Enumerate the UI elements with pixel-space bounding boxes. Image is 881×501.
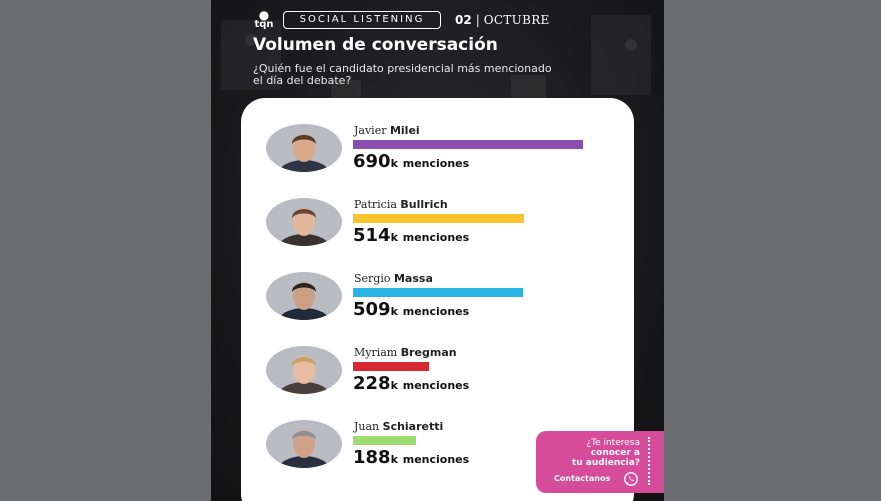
candidate-first-name: Patricia (354, 198, 401, 211)
candidate-name (354, 420, 443, 434)
candidate-last-name: Milei (389, 124, 420, 137)
cta-line-3: tu audiencia? (571, 458, 640, 468)
date-month: OCTUBRE (483, 13, 550, 27)
candidate-avatar (266, 124, 342, 172)
cta-dotted-divider (648, 437, 650, 485)
value-label (353, 225, 469, 247)
candidate-name (354, 272, 433, 286)
candidate-avatar (266, 346, 342, 394)
value-unit-label: menciones (398, 231, 470, 244)
value-unit-label: menciones (398, 453, 470, 466)
value-unit-label: menciones (398, 379, 470, 392)
value-unit-suffix: k (390, 231, 398, 244)
section-pill: SOCIAL LISTENING (283, 11, 441, 29)
candidate-first-name: Juan (354, 420, 383, 433)
value-unit-suffix: k (390, 305, 398, 318)
cta-line-2: conocer a (590, 448, 640, 458)
value-label (353, 299, 469, 321)
candidate-last-name: Massa (393, 272, 433, 285)
value-label (353, 447, 469, 469)
value-unit-suffix: k (390, 379, 398, 392)
date-day: 02 (455, 13, 472, 27)
page-subtitle: ¿Quién fue el candidato presidencial más mencionado el día del debate? (253, 62, 552, 87)
value-bar (353, 362, 429, 371)
value-unit-label: menciones (398, 305, 470, 318)
candidate-avatar (266, 198, 342, 246)
candidate-first-name: Javier (354, 124, 390, 137)
candidate-row (241, 272, 634, 332)
candidate-avatar (266, 272, 342, 320)
value-unit-suffix: k (390, 157, 398, 170)
value-label (353, 373, 469, 395)
candidate-first-name: Myriam (354, 346, 401, 359)
value-number: 514 (353, 225, 391, 246)
value-number: 188 (353, 447, 391, 468)
value-bar (353, 214, 524, 223)
date: 02 | OCTUBRE (455, 13, 550, 27)
candidate-last-name: Bregman (400, 346, 457, 359)
candidate-row (241, 198, 634, 258)
candidate-avatar (266, 420, 342, 468)
value-number: 509 (353, 299, 391, 320)
value-unit-label: menciones (398, 157, 470, 170)
page-title: Volumen de conversación (253, 35, 498, 55)
value-bar (353, 288, 523, 297)
candidate-name (354, 124, 420, 138)
value-number: 228 (353, 373, 391, 394)
cta-line-1: ¿Te interesa (586, 438, 640, 448)
candidate-last-name: Schiaretti (382, 420, 444, 433)
candidate-row (241, 124, 634, 184)
candidate-name (354, 346, 457, 360)
candidate-first-name: Sergio (354, 272, 394, 285)
value-unit-suffix: k (390, 453, 398, 466)
value-number: 690 (353, 151, 391, 172)
candidate-last-name: Bullrich (400, 198, 448, 211)
value-label (353, 151, 469, 173)
value-bar (353, 140, 583, 149)
candidate-name (354, 198, 448, 212)
value-bar (353, 436, 416, 445)
candidate-row (241, 346, 634, 406)
tqn-logo: ● tqn (254, 8, 274, 30)
whatsapp-icon[interactable] (623, 471, 639, 487)
contact-link[interactable]: Contactanos (554, 474, 611, 483)
header (211, 8, 664, 32)
contact-cta[interactable] (536, 431, 664, 493)
infographic-panel (211, 0, 664, 501)
